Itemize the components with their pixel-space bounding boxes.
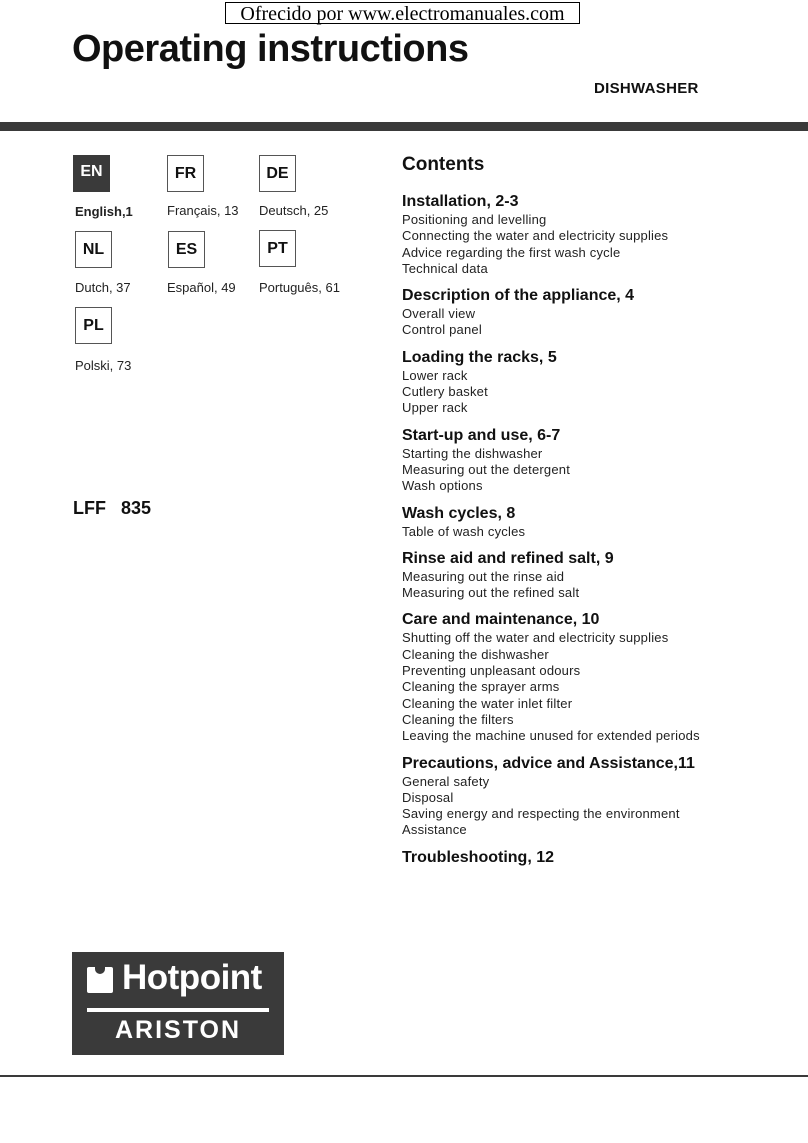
lang-pt-box[interactable]: PT [259,230,296,267]
section-item[interactable]: Cleaning the filters [402,711,514,727]
lang-de-label: Deutsch, 25 [259,203,329,218]
section-item[interactable]: Upper rack [402,400,468,416]
contents-section [402,504,802,540]
section-item[interactable]: Starting the dishwasher [402,445,543,461]
lang-nl-label: Dutch, 37 [75,280,131,295]
section-item[interactable]: Control panel [402,322,482,338]
section-item[interactable]: General safety [402,773,490,789]
section-item[interactable]: Advice regarding the first wash cycle [402,244,621,260]
section-item[interactable]: Shutting off the water and electricity supplies [402,630,669,646]
section-item[interactable]: Preventing unpleasant odours [402,663,581,679]
section-item[interactable]: Technical data [402,260,488,276]
lang-pl-box[interactable]: PL [75,307,112,344]
section-item[interactable]: Assistance [402,822,467,838]
contents-section [402,754,802,839]
lang-es-label: Español, 49 [167,280,236,295]
logo-sub: ARISTON [114,1016,242,1044]
section-title[interactable]: Description of the appliance, 4 [402,287,635,305]
contents-section [402,192,802,277]
section-title[interactable]: Wash cycles, 8 [402,504,516,522]
lang-pt-label: Português, 61 [259,280,340,295]
section-title[interactable]: Start-up and use, 6-7 [402,426,561,444]
header-divider [0,122,808,131]
section-item[interactable]: Disposal [402,789,454,805]
section-title[interactable]: Loading the racks, 5 [402,348,557,366]
section-item[interactable]: Measuring out the detergent [402,461,571,477]
section-item[interactable]: Positioning and levelling [402,212,547,227]
model-number: LFF 835 [73,498,152,518]
watermark-link[interactable]: Ofrecido por www.electromanuales.com [225,2,580,24]
section-item[interactable]: Cleaning the dishwasher [402,646,549,662]
lang-es-box[interactable]: ES [168,231,205,268]
section-item[interactable]: Saving energy and respecting the environment [402,806,680,822]
section-item[interactable]: Cleaning the sprayer arms [402,679,560,695]
lang-pl-label: Polski, 73 [75,358,132,373]
footer-divider [0,1075,808,1077]
contents-heading: Contents [402,154,485,175]
section-title[interactable]: Rinse aid and refined salt, 9 [402,549,614,567]
section-item[interactable]: Connecting the water and electricity supplies [402,228,669,244]
section-title[interactable]: Installation, 2-3 [402,193,519,210]
contents-section [402,286,802,339]
section-item[interactable]: Wash options [402,478,483,494]
section-item[interactable]: Overall view [402,306,476,322]
contents-section [402,610,802,744]
contents-section [402,848,802,868]
contents-section [402,549,802,602]
section-item[interactable]: Lower rack [402,367,468,383]
contents-section [402,348,802,417]
product-type: DISHWASHER [594,80,699,97]
lang-fr-label: Français, 13 [167,203,239,218]
section-title[interactable]: Troubleshooting, 12 [402,848,555,866]
section-title[interactable]: Care and maintenance, 10 [402,611,600,629]
brand-mark-icon [87,967,113,993]
section-title[interactable]: Precautions, advice and Assistance,11 [402,754,695,772]
section-item[interactable]: Measuring out the rinse aid [402,568,565,584]
section-item[interactable]: Measuring out the refined salt [402,585,580,601]
section-item[interactable]: Table of wash cycles [402,523,526,539]
lang-en-box[interactable]: EN [73,155,110,192]
lang-fr-box[interactable]: FR [167,155,204,192]
section-item[interactable]: Leaving the machine unused for extended periods [402,728,700,744]
lang-en-label: English,1 [75,204,133,219]
lang-nl-box[interactable]: NL [75,231,112,268]
logo-divider [87,1008,269,1012]
hotpoint-ariston-logo [72,952,284,1055]
lang-de-box[interactable]: DE [259,155,296,192]
section-item[interactable]: Cleaning the water inlet filter [402,695,573,711]
contents-section [402,426,802,495]
page-title: Operating instructions [72,28,469,70]
table-of-contents [402,154,802,877]
logo-brand: Hotpoint [122,958,262,997]
section-item[interactable]: Cutlery basket [402,384,488,400]
